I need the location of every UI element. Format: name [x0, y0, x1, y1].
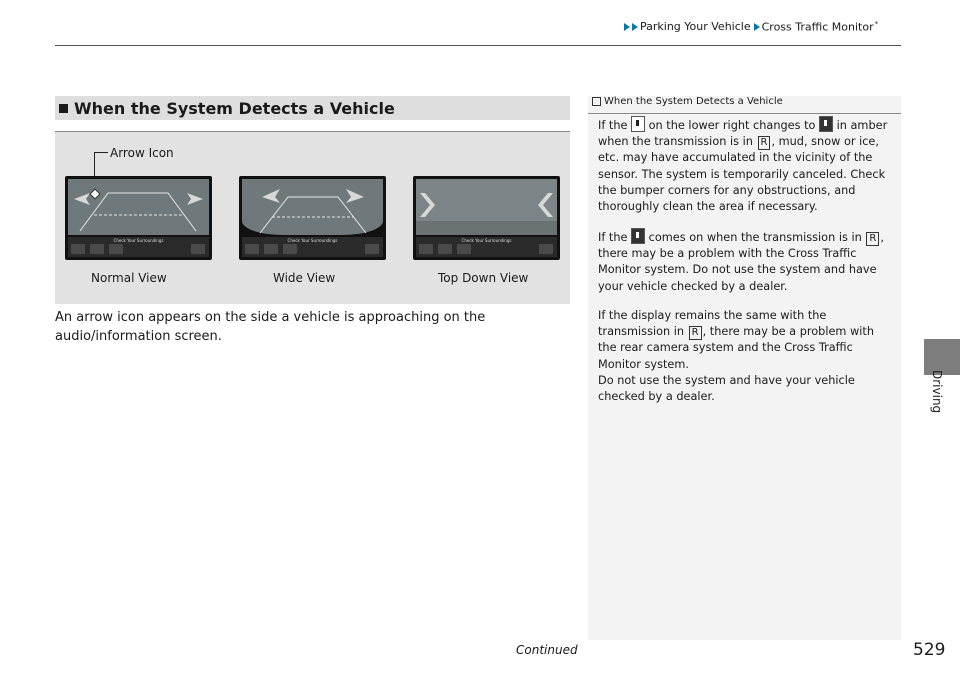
- section-heading: [55, 96, 570, 120]
- breadcrumb-arrow-icon: [624, 23, 630, 31]
- sensor-icon: [631, 116, 645, 132]
- continued-label: Continued: [516, 643, 578, 657]
- note-heading: When the System Detects a Vehicle: [592, 96, 783, 107]
- header-divider: [55, 45, 901, 46]
- chapter-tab-label: Driving: [930, 370, 944, 414]
- arrow-icon: [420, 193, 435, 217]
- normal-view-screen: Check Your Surroundings: [65, 176, 212, 260]
- system-warning-icon: [631, 228, 645, 244]
- top-down-camera-view: [416, 179, 557, 235]
- gear-r-key: R: [689, 326, 702, 340]
- breadcrumb-current: Cross Traffic Monitor*: [761, 20, 879, 34]
- arrow-icon: [187, 193, 203, 205]
- note-panel: [588, 96, 901, 640]
- caption-top-down-view: Top Down View: [438, 271, 529, 285]
- figure-panel: [55, 131, 570, 304]
- body-paragraph: An arrow icon appears on the side a vehicle is approaching on the audio/information screen.: [55, 310, 486, 344]
- top-down-view-screen: Check Your Surroundings: [413, 176, 560, 260]
- breadcrumb-parent[interactable]: Parking Your Vehicle: [640, 20, 751, 34]
- arrow-icon: [74, 193, 90, 205]
- wide-camera-view: [242, 179, 383, 235]
- sensor-amber-icon: [819, 116, 833, 132]
- caption-normal-view: Normal View: [91, 271, 167, 285]
- breadcrumb: [624, 20, 878, 34]
- arrow-icon: [262, 189, 280, 203]
- note-divider: [588, 113, 901, 114]
- page-number: 529: [913, 640, 946, 660]
- rear-camera-view: [68, 179, 209, 235]
- arrow-icon: [346, 189, 364, 203]
- note-paragraph-3: If the display remains the same with the transmission in R , there may be a problem with the rear camera system and the Cross Traffic Monitor system. Do not use the system and have your vehicle checked by a dealer.: [598, 309, 874, 404]
- square-bullet-icon: [59, 104, 68, 113]
- caption-wide-view: Wide View: [273, 271, 336, 285]
- wide-view-screen: Check Your Surroundings: [239, 176, 386, 260]
- gear-r-key: R: [866, 232, 879, 246]
- section-title: When the System Detects a Vehicle: [74, 98, 395, 118]
- note-paragraph-2: If the comes on when the transmission is in R , there may be a problem with the Cross Traffic Monitor system. Do not use the system and have your vehicle checked by a dealer.: [598, 228, 894, 295]
- note-paragraph-1: If the on the lower right changes to in amber when the transmission is in R , mud, snow or ice, etc. may have accumulated in the vicinity of the sensor. The system is temporarily canceled. Check the bumper corners for any obstructions, and thoroughly clean the area if necessary.: [598, 116, 894, 215]
- arrow-icon-label: Arrow Icon: [110, 146, 174, 160]
- arrow-icon: [538, 193, 553, 217]
- breadcrumb-arrow-icon: [754, 23, 760, 31]
- note-marker-icon: [592, 97, 601, 106]
- gear-r-key: R: [758, 136, 771, 150]
- breadcrumb-arrow-icon: [632, 23, 638, 31]
- callout-line: [94, 152, 108, 153]
